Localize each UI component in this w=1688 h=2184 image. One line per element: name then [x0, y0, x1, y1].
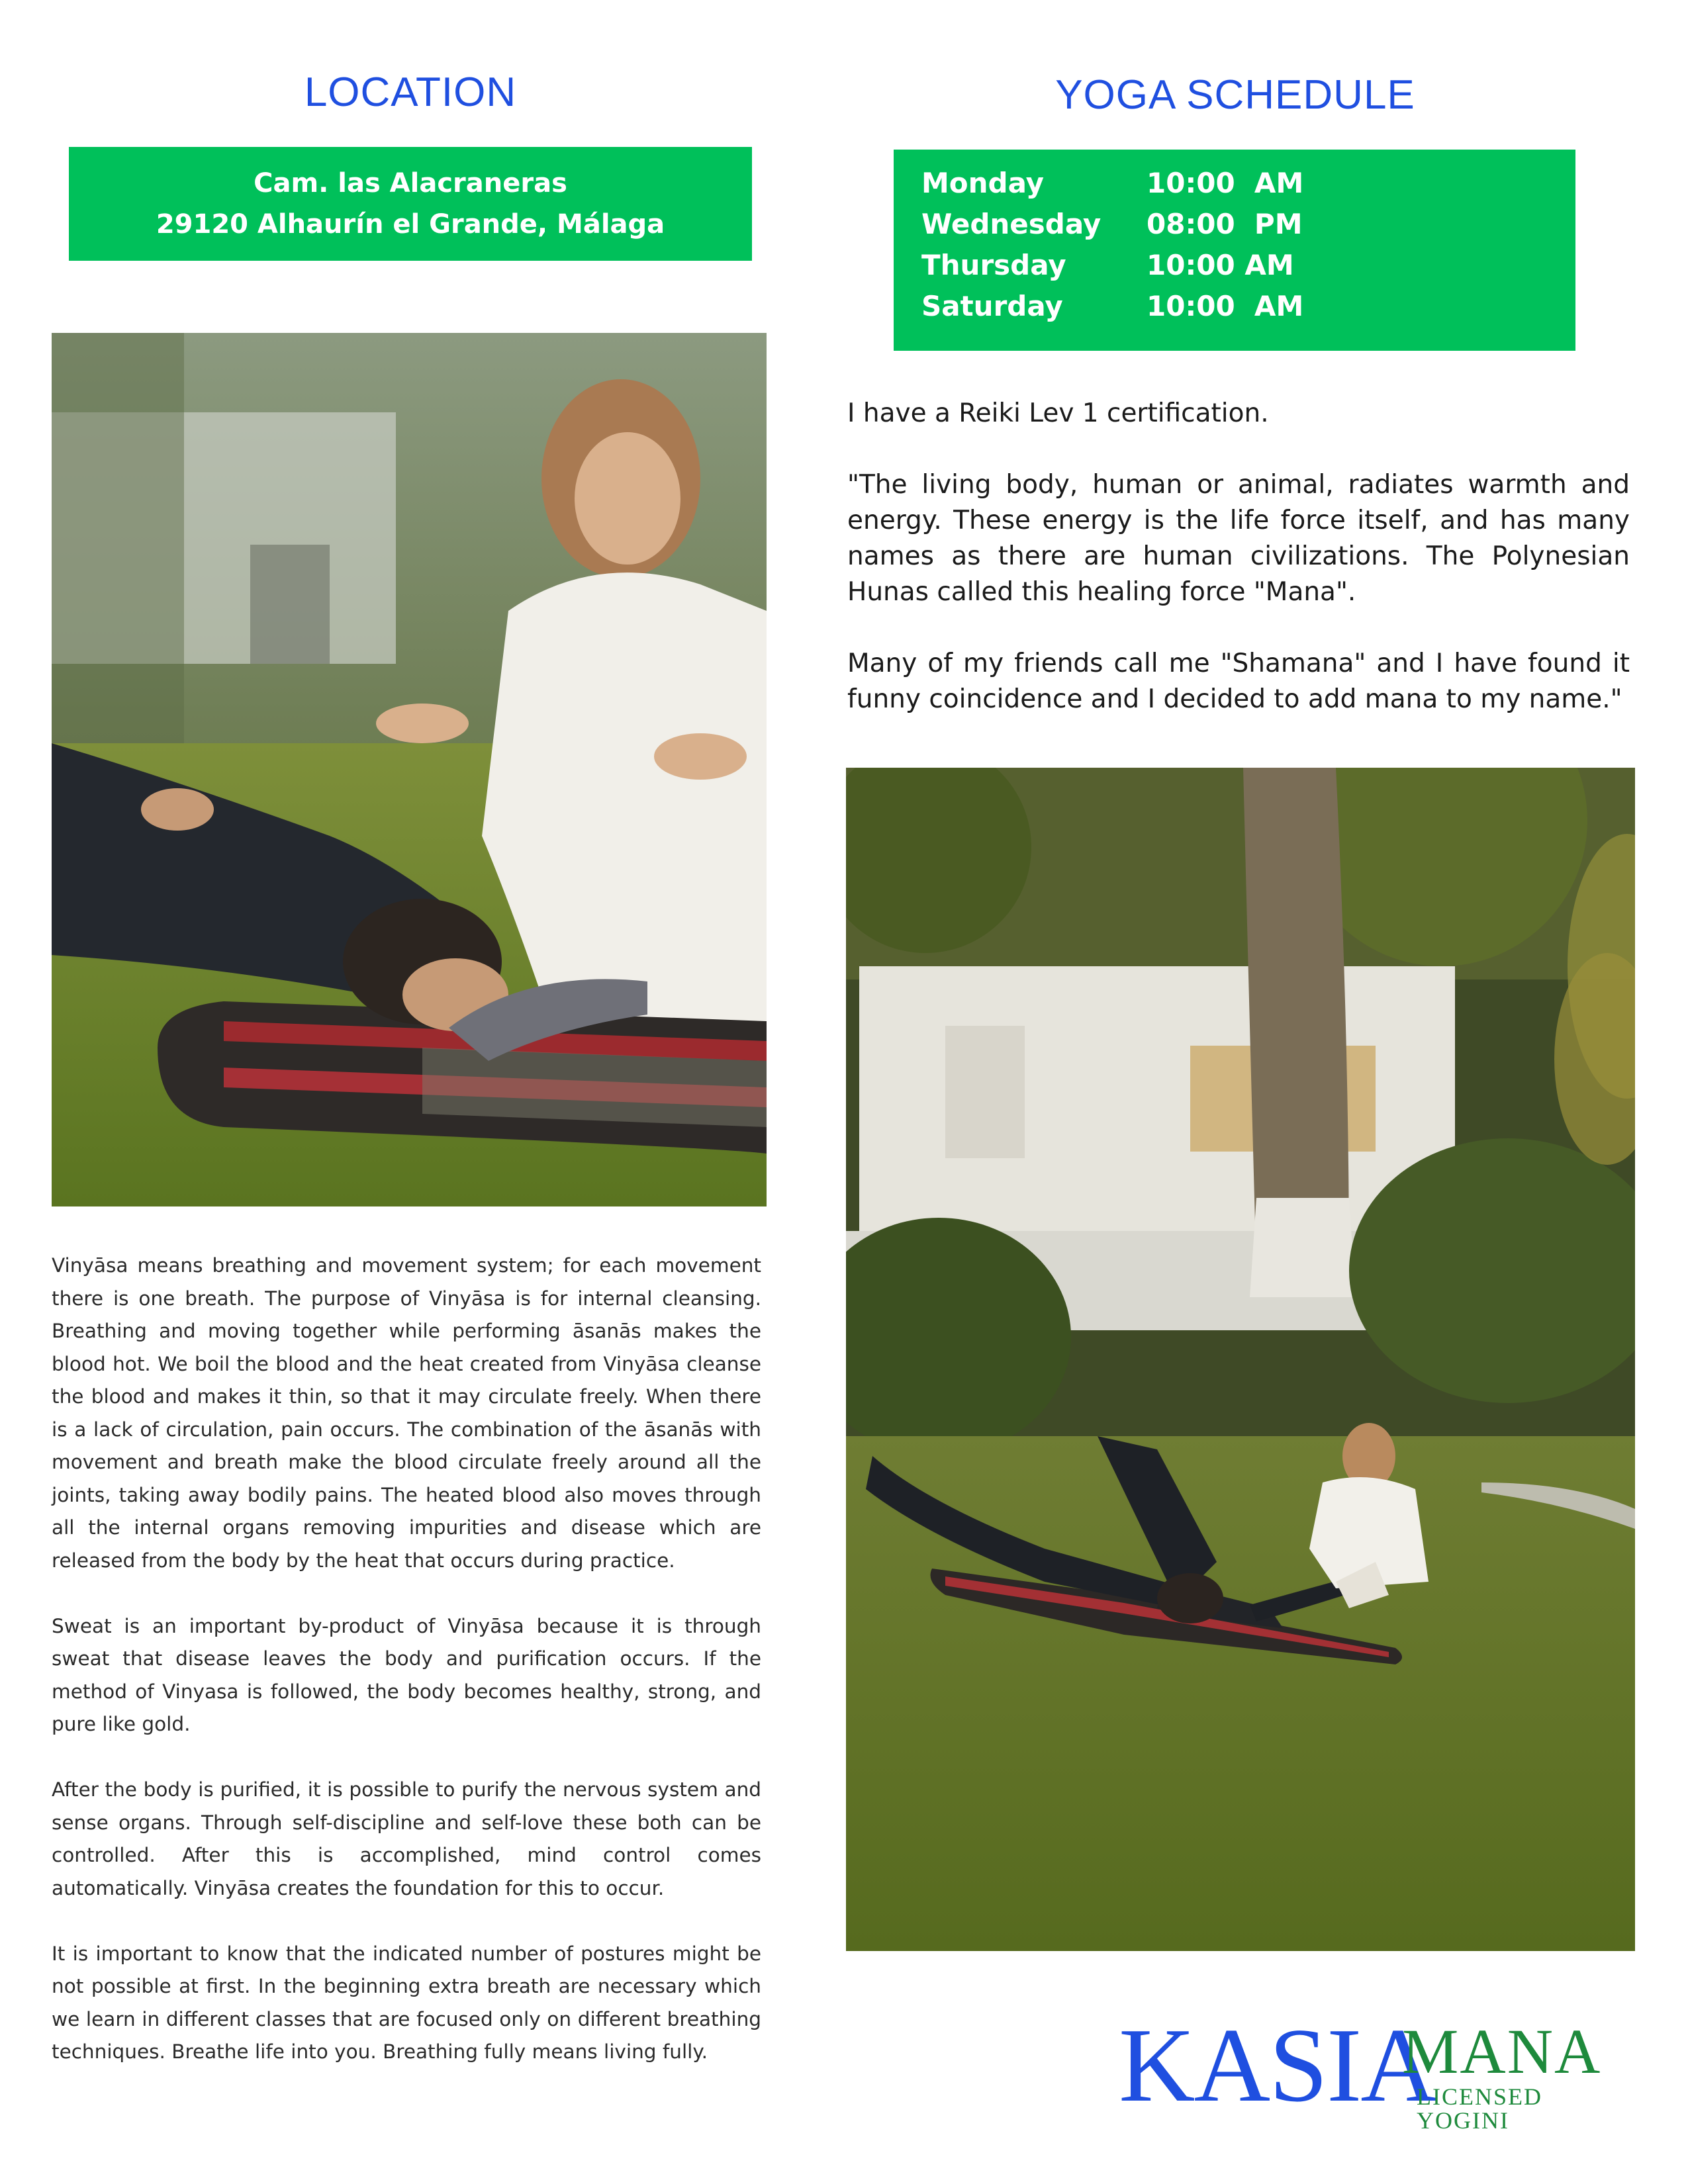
- schedule-row: [921, 204, 1517, 245]
- location-heading: LOCATION: [304, 69, 517, 115]
- schedule-day: Wednesday: [921, 208, 1102, 240]
- schedule-row: [921, 286, 1517, 327]
- vinyasa-paragraph: Sweat is an important by-product of Vinyāsa because it is through sweat that disease leaves the body and purification occurs. If the method of Vinyasa is followed, the body becomes healthy, strong, and pure like gold.: [52, 1614, 761, 1735]
- schedule-day: Thursday: [921, 249, 1066, 281]
- address-line-2: 29120 Alhaurín el Grande, Málaga: [156, 209, 665, 240]
- schedule-list: [921, 163, 1517, 327]
- schedule-box: [894, 150, 1575, 351]
- logo-subtitle: LICENSED YOGINI: [1417, 2083, 1542, 2134]
- about-text: [847, 396, 1630, 753]
- location-box: [69, 147, 752, 261]
- logo-mana: MANA: [1402, 2016, 1602, 2087]
- schedule-time: 08:00 PM: [1147, 208, 1303, 240]
- schedule-day: Monday: [921, 167, 1045, 199]
- address-line-1: Cam. las Alacraneras: [254, 168, 567, 199]
- schedule-time: 10:00 AM: [1147, 290, 1304, 322]
- about-paragraph: Many of my friends call me "Shamana" and I have found it funny coincidence and I decided to add mana to my name.": [847, 649, 1630, 714]
- schedule-time: 10:00 AM: [1147, 167, 1304, 199]
- brand-logo: [1119, 2006, 1635, 2134]
- vinyasa-paragraph: It is important to know that the indicated number of postures might be not possible at first. In the beginning extra breath are necessary which we learn in different classes that are focused only on different breathing techniques. Breathe life into you. Breathing fully means living fully.: [52, 1942, 761, 2063]
- schedule-heading: YOGA SCHEDULE: [1055, 72, 1415, 118]
- photo-reiki-session: [52, 333, 767, 1206]
- schedule-day: Saturday: [921, 290, 1063, 322]
- schedule-time: 10:00 AM: [1147, 249, 1294, 281]
- vinyasa-text: [52, 1250, 761, 2101]
- logo-kasia: KASIA: [1119, 2006, 1436, 2124]
- about-paragraph: I have a Reiki Lev 1 certification.: [847, 398, 1269, 428]
- vinyasa-paragraph: After the body is purified, it is possible to purify the nervous system and sense organs. Through self-discipline and self-love these both can be controlled. After this is accomplished, mind control comes automatically. Vinyāsa creates the foundation for this to occur.: [52, 1778, 761, 1899]
- about-paragraph: "The living body, human or animal, radiates warmth and energy. These energy is the life force itself, and has many names as there are human civilizations. The Polynesian Hunas called this healing force "Mana".: [847, 470, 1630, 607]
- vinyasa-paragraph: Vinyāsa means breathing and movement system; for each movement there is one breath. The purpose of Vinyāsa is for internal cleansing. Breathing and moving together while performing āsanās makes the blood hot. We boil the blood and the heat created from Vinyāsa cleanse the blood and makes it thin, so that it may circulate freely. When there is a lack of circulation, pain occurs. The combination of the āsanās with movement and breath make the blood circulate freely around all the joints, taking away bodily pains. The heated blood also moves through all the internal organs removing impurities and disease which are released from the body by the heat that occurs during practice.: [52, 1254, 761, 1572]
- schedule-row: [921, 163, 1517, 204]
- photo-garden-session: [846, 768, 1635, 1951]
- schedule-row: [921, 245, 1517, 286]
